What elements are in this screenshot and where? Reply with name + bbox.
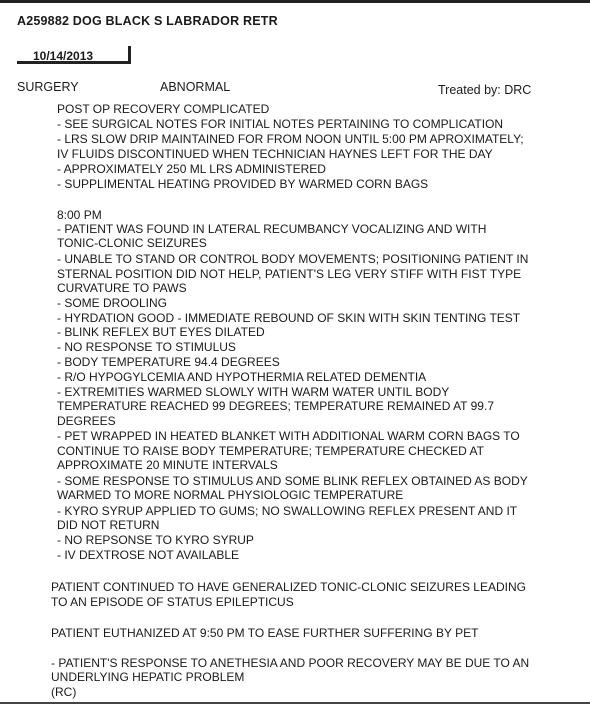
note-line: PATIENT EUTHANIZED AT 9:50 PM TO EASE FURTHER SUFFERING BY PET [51,626,479,640]
note-line: - R/O HYPOGYLCEMIA AND HYPOTHERMIA RELATED DEMENTIA [57,370,427,384]
note-line: POST OP RECOVERY COMPLICATED [57,102,270,116]
note-line: APPROXIMATE 20 MINUTE INTERVALS [57,458,278,472]
record-header: A259882 DOG BLACK S LABRADOR RETR [17,14,278,28]
note-line: - SOME DROOLING [57,296,168,310]
note-line: - PET WRAPPED IN HEATED BLANKET WITH ADDITIONAL WARM CORN BAGS TO [57,429,520,443]
note-line: - SEE SURGICAL NOTES FOR INITIAL NOTES PERTAINING TO COMPLICATION [57,117,504,131]
record-category: SURGERY [17,80,79,94]
top-rule [0,0,590,3]
record-date: 10/14/2013 [33,49,94,63]
note-line: - PATIENT WAS FOUND IN LATERAL RECUMBANCY VOCALIZING AND WITH [57,222,487,236]
note-line: - BODY TEMPERATURE 94.4 DEGREES [57,355,280,369]
note-line: CURVATURE TO PAWS [57,281,187,295]
note-line: CONTINUE TO RAISE BODY TEMPERATURE; TEMPERATURE CHECKED AT [57,444,484,458]
signature-initials: (RC) [51,685,77,699]
note-line: - SOME RESPONSE TO STIMULUS AND SOME BLINK REFLEX OBTAINED AS BODY [57,474,528,488]
note-line: DID NOT RETURN [57,518,160,532]
time-heading: 8:00 PM [57,208,102,222]
note-line: UNDERLYING HEPATIC PROBLEM [51,670,245,684]
note-line: IV FLUIDS DISCONTINUED WHEN TECHNICIAN HAYNES LEFT FOR THE DAY [57,147,493,161]
note-line: - BLINK REFLEX BUT EYES DILATED [57,325,265,339]
record-status: ABNORMAL [160,80,231,94]
note-line: - HYRDATION GOOD - IMMEDIATE REBOUND OF SKIN WITH SKIN TENTING TEST [57,311,521,325]
note-line: - PATIENT'S RESPONSE TO ANETHESIA AND POOR RECOVERY MAY BE DUE TO AN [51,656,530,670]
note-line: - IV DEXTROSE NOT AVAILABLE [57,548,240,562]
note-line: PATIENT CONTINUED TO HAVE GENERALIZED TONIC-CLONIC SEIZURES LEADING [51,580,526,594]
treated-by: Treated by: DRC [438,83,532,97]
note-line: TO AN EPISODE OF STATUS EPILEPTICUS [51,595,294,609]
note-line: - KYRO SYRUP APPLIED TO GUMS; NO SWALLOWING REFLEX PRESENT AND IT [57,504,518,518]
note-line: - UNABLE TO STAND OR CONTROL BODY MOVEMENTS; POSITIONING PATIENT IN [57,252,529,266]
note-line: TONIC-CLONIC SEIZURES [57,236,207,250]
note-line: - LRS SLOW DRIP MAINTAINED FOR FROM NOON UNTIL 5:00 PM APROXIMATELY; [57,132,524,146]
note-line: TEMPERATURE REACHED 99 DEGREES; TEMPERATURE REMAINED AT 99.7 [57,399,494,413]
note-line: WARMED TO MORE NORMAL PHYSIOLOGIC TEMPERATURE [57,488,404,502]
note-line: - NO RESPONSE TO STIMULUS [57,340,236,354]
note-line: - SUPPLIMENTAL HEATING PROVIDED BY WARMED CORN BAGS [57,177,429,191]
note-line: - EXTREMITIES WARMED SLOWLY WITH WARM WATER UNTIL BODY [57,385,450,399]
note-line: STERNAL POSITION DID NOT HELP, PATIENT'S LEG VERY STIFF WITH FIST TYPE [57,267,522,281]
bottom-rule [0,702,590,704]
note-line: DEGREES [57,414,116,428]
note-line: - NO REPSONSE TO KYRO SYRUP [57,533,254,547]
note-line: - APPROXIMATELY 250 ML LRS ADMINISTERED [57,162,326,176]
